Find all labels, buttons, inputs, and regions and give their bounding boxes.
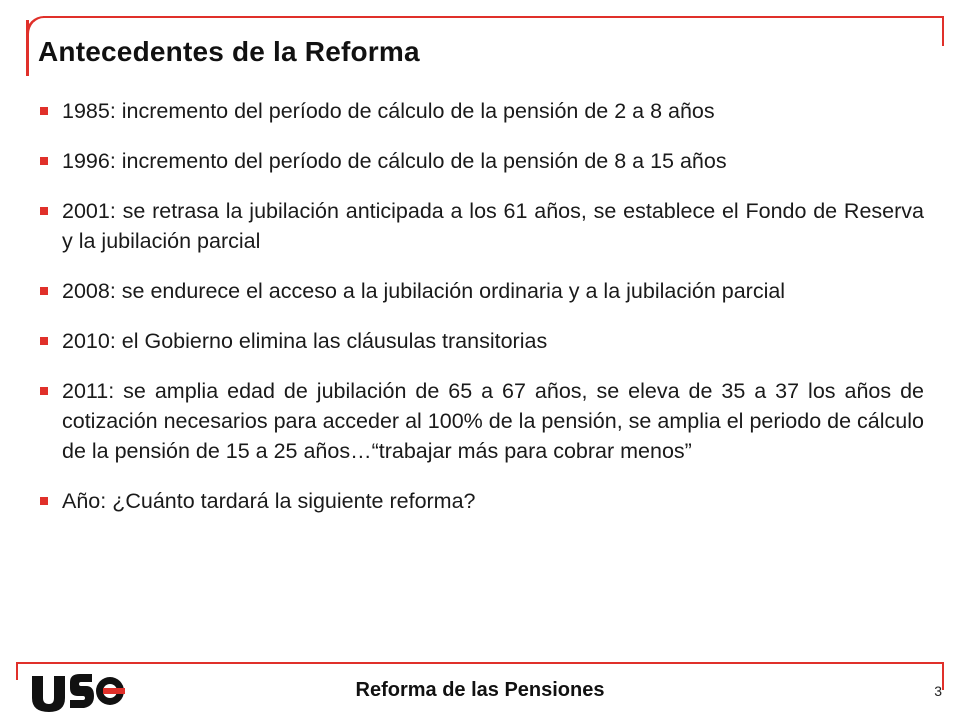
page-number: 3 [934,683,942,699]
bullet-square-icon [40,337,48,345]
bullet-item [38,146,924,176]
bullet-item [38,196,924,256]
bullet-item [38,276,924,306]
bullet-item [38,326,924,356]
footer-title: Reforma de las Pensiones [355,679,605,701]
bullet-text: 1996: incremento del período de cálculo de la pensión de 8 a 15 años [62,149,727,173]
bullet-text: 2008: se endurece el acceso a la jubilación ordinaria y a la jubilación parcial [62,279,786,303]
frame-corner-curve [26,16,46,36]
bullet-list [38,96,924,536]
bullet-text: Año: ¿Cuánto tardará la siguiente reforma? [62,489,476,513]
bullet-square-icon [40,207,48,215]
frame-bottom-left-line [16,662,18,680]
bullet-square-icon [40,157,48,165]
bullet-item [38,486,924,516]
frame-left-line [26,20,29,76]
bullet-text: 2011: se amplia edad de jubilación de 65 a 67 años, se eleva de 35 a 37 los años de cotización necesarios para acceder al 100% de la pensión, se amplia el periodo de cálculo de la pensión de 15 a 25 años…“trabajar más para cobrar menos” [62,379,924,463]
bullet-square-icon [40,387,48,395]
bullet-square-icon [40,287,48,295]
bullet-text: 2001: se retrasa la jubilación anticipada a los 61 años, se establece el Fondo de Reserva y la jubilación parcial [62,199,924,253]
bullet-text: 2010: el Gobierno elimina las cláusulas transitorias [62,329,548,353]
bullet-item [38,96,924,126]
frame-right-line [942,16,944,46]
slide-title: Antecedentes de la Reforma [38,36,420,67]
bullet-text: 1985: incremento del período de cálculo de la pensión de 2 a 8 años [62,99,715,123]
frame-bottom-line [16,662,944,664]
bullet-square-icon [40,497,48,505]
frame-top-line [43,16,944,18]
bullet-item [38,376,924,466]
bullet-square-icon [40,107,48,115]
